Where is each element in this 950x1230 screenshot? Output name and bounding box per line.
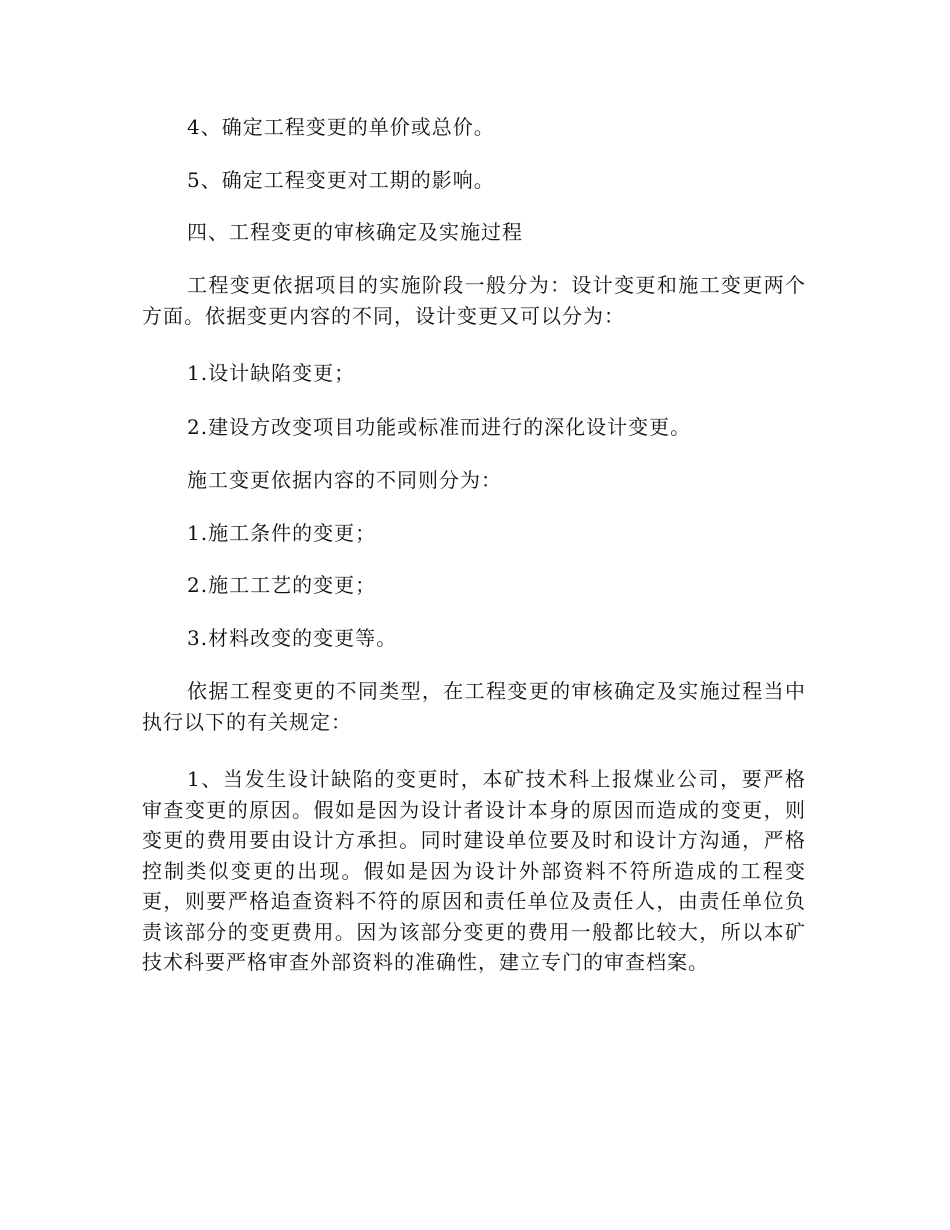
paragraph-construction-change: 施工变更依据内容的不同则分为： bbox=[187, 468, 502, 492]
paragraph-rules-intro: 依据工程变更的不同类型，在工程变更的审核确定及实施过程当中执行以下的有关规定： bbox=[142, 679, 806, 734]
list-item-process: 2.施工工艺的变更； bbox=[187, 573, 377, 597]
paragraph-item-4: 4、确定工程变更的单价或总价。 bbox=[187, 115, 495, 139]
paragraph-rule-1: 1、当发生设计缺陷的变更时，本矿技术科上报煤业公司，要严格审查变更的原因。假如是因为设计者设计本身的原因而造成的变更，则变更的费用要由设计方承担。同时建设单位要及时和设计方沟通，严格控制类似变更的出现。假如是因为设计外部资料不符所造成的工程变更，则要严格追查资料不符的原因和责任单位及责任人，由责任单位负责该部分的变更费用。因为该部分变更的费用一般都比较大，所以本矿技术科要严格审查外部资料的准确性，建立专门的审查档案。 bbox=[142, 767, 806, 974]
list-item-owner-change: 2.建设方改变项目功能或标准而进行的深化设计变更。 bbox=[187, 415, 692, 439]
section-heading-4: 四、工程变更的审核确定及实施过程 bbox=[187, 220, 523, 244]
list-item-materials: 3.材料改变的变更等。 bbox=[187, 626, 398, 650]
paragraph-change-types: 工程变更依据项目的实施阶段一般分为：设计变更和施工变更两个方面。依据变更内容的不同，设计变更又可以分为： bbox=[142, 273, 806, 328]
paragraph-item-5: 5、确定工程变更对工期的影响。 bbox=[187, 168, 495, 192]
list-item-conditions: 1.施工条件的变更； bbox=[187, 521, 377, 545]
list-item-design-defect: 1.设计缺陷变更； bbox=[187, 361, 356, 385]
